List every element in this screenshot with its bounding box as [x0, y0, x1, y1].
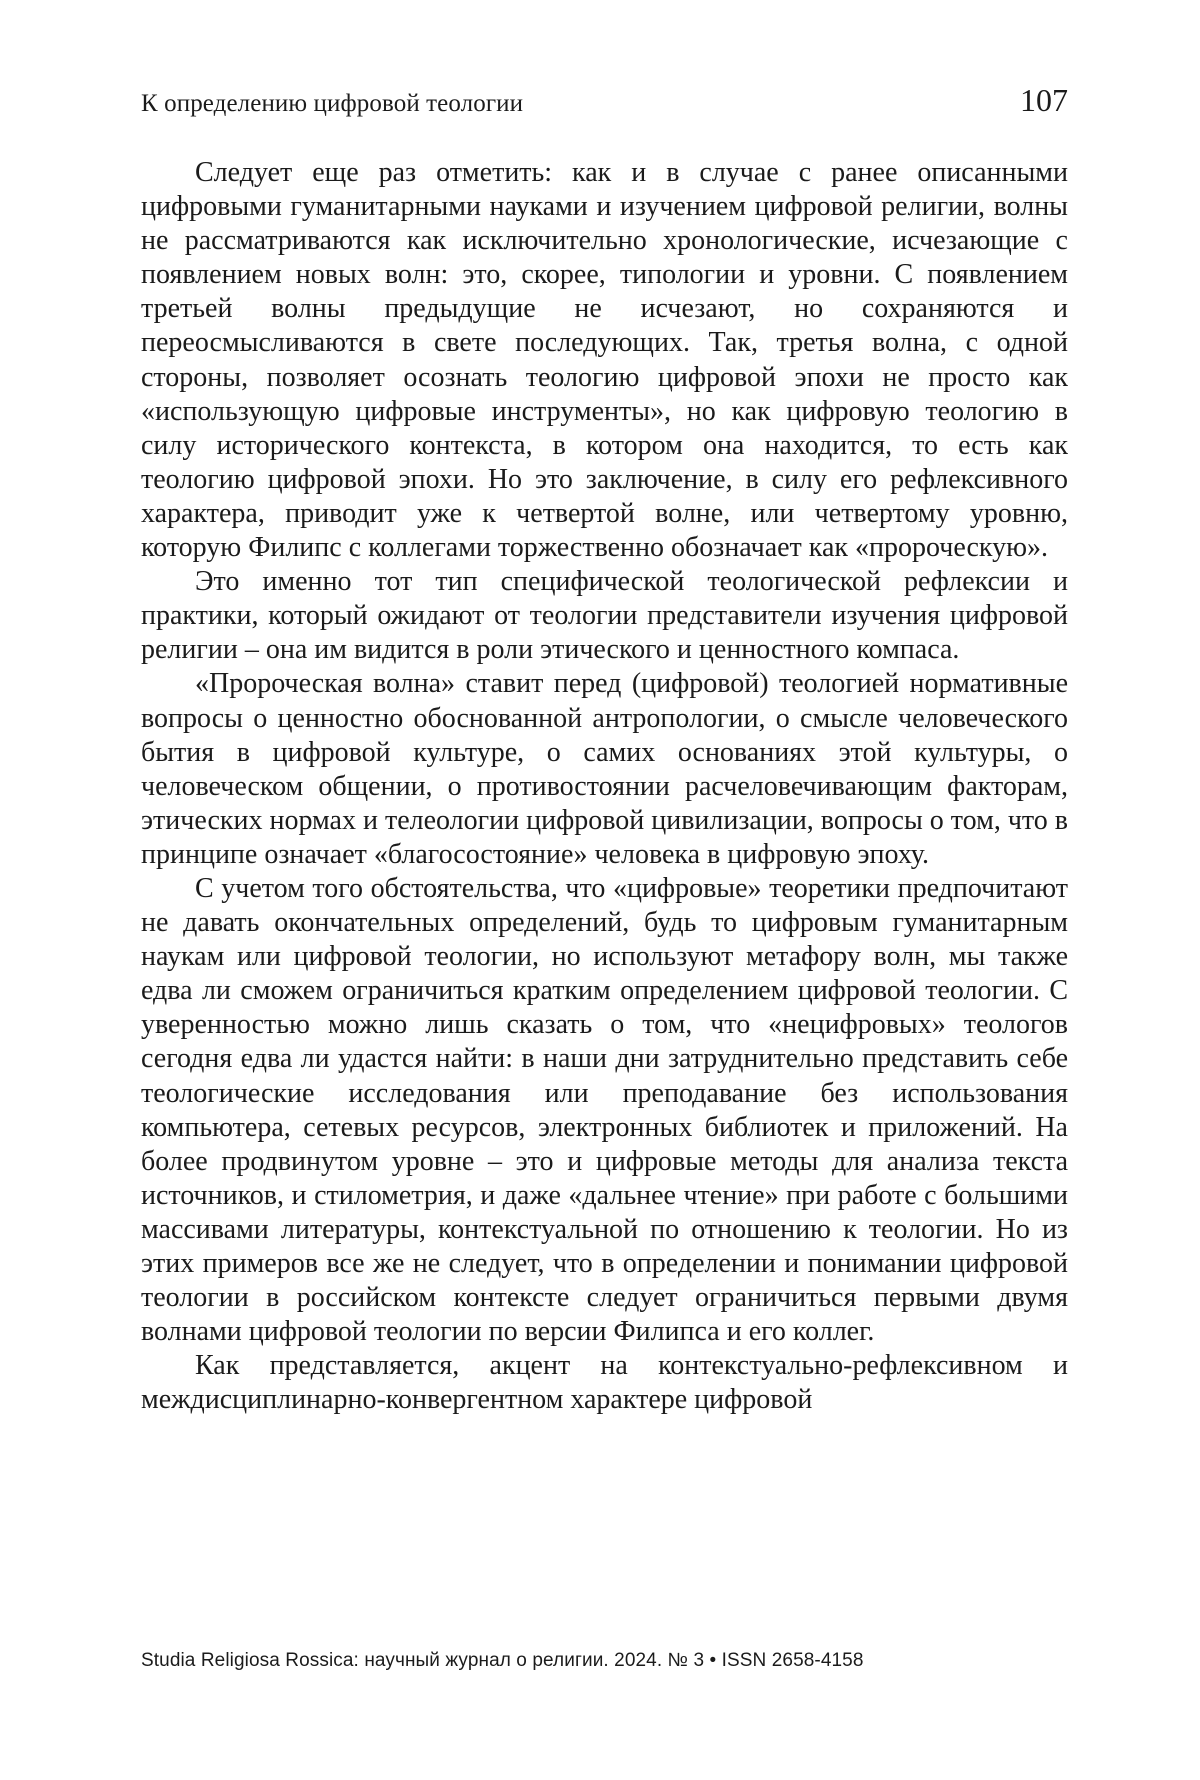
running-head	[141, 82, 1068, 132]
paragraph: Как представляется, акцент на контекстуально-рефлексивном и междисциплинарно-конвергентном характере цифровой	[141, 1350, 1068, 1416]
body-text	[141, 156, 1068, 1417]
paragraph: Следует еще раз отметить: как и в случае с ранее описанными цифровыми гуманитарными науками и изучением цифровой религии, волны не рассматриваются как исключительно хронологические, исчезающие с появлением новых волн: это, скорее, типологии и уровни. С появлением третьей волны предыдущие не исчезают, но сохраняются и переосмысливаются в свете последующих. Так, третья волна, с одной стороны, позволяет осознать теологию цифровой эпохи не просто как «использующую цифровые инструменты», но как цифровую теологию в силу исторического контекста, в котором она находится, то есть как теологию цифровой эпохи. Но это заключение, в силу его рефлексивного характера, приводит уже к четвертой волне, или четвертому уровню, которую Филипс с коллегами торжественно обозначает как «пророческую».	[141, 157, 1068, 564]
journal-footer: Studia Religiosa Rossica: научный журнал о религии. 2024. № 3 • ISSN 2658-4158	[141, 1650, 864, 1671]
paragraph: С учетом того обстоятельства, что «цифровые» теоретики предпочитают не давать окончательных определений, будь то цифровым гуманитарным наукам или цифровой теологии, но используют метафору волн, мы также едва ли сможем ограничиться кратким определением цифровой теологии. С уверенностью можно лишь сказать о том, что «нецифровых» теологов сегодня едва ли удастся найти: в наши дни затруднительно представить себе теологические исследования или преподавание без использования компьютера, сетевых ресурсов, электронных библиотек и приложений. На более продвинутом уровне – это и цифровые методы для анализа текста источников, и стилометрия, и даже «дальнее чтение» при работе с большими массивами литературы, контекстуальной по отношению к теологии. Но из этих примеров все же не следует, что в определении и понимании цифровой теологии в российском контексте следует ограничиться первыми двумя волнами цифровой теологии по версии Филипса и его коллег.	[141, 872, 1068, 1348]
page-number: 107	[1020, 82, 1068, 118]
paragraph: «Пророческая волна» ставит перед (цифровой) теологией нормативные вопросы о ценностно обоснованной антропологии, о смысле человеческого бытия в цифровой культуре, о самих основаниях этой культуры, о человеческом общении, о противостоянии расчеловечивающим факторам, этических нормах и телеологии цифровой цивилизации, вопросы о том, что в принципе означает «благосостояние» человека в цифровую эпоху.	[141, 668, 1068, 870]
running-title: К определению цифровой теологии	[141, 90, 524, 117]
paragraph: Это именно тот тип специфической теологической рефлексии и практики, который ожидают от теологии представители изучения цифровой религии – она им видится в роли этического и ценностного компаса.	[141, 566, 1068, 666]
